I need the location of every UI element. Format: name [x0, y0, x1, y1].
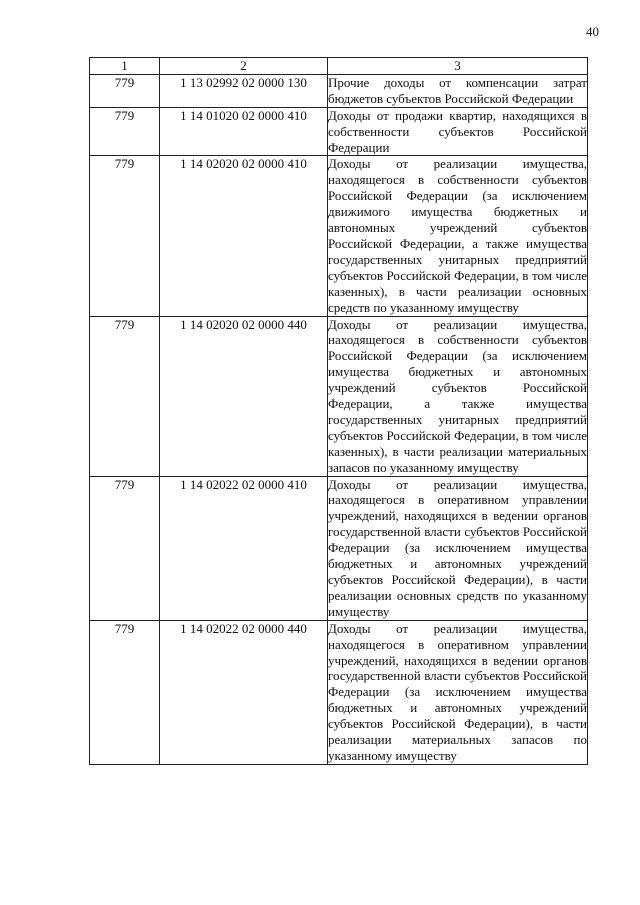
admin-code-cell: 779: [90, 476, 160, 620]
budget-code-cell: 1 13 02992 02 0000 130: [160, 74, 328, 107]
revenue-codes-table: [89, 57, 588, 765]
revenue-name-cell: Доходы от реализации имущества, находящегося в собственности субъектов Российской Федерации (за исключением имущества бюджетных и автономных учреждений субъектов Российской Федерации, а также имущества государственных унитарных предприятий субъектов Российской Федерации, в том числе казенных), в части реализации материальных запасов по указанному имуществу: [328, 316, 587, 475]
revenue-name-cell: Доходы от реализации имущества, находящегося в собственности субъектов Российской Федерации (за исключением движимого имущества бюджетных и автономных учреждений субъектов Российской Федерации, а также имущества государственных унитарных предприятий субъектов Российской Федерации, в том числе казенных), в части реализации основных средств по указанному имуществу: [328, 156, 587, 315]
admin-code-cell: 779: [90, 74, 160, 107]
admin-code-cell: 779: [90, 620, 160, 764]
revenue-name-cell: Прочие доходы от компенсации затрат бюджетов субъектов Российской Федерации: [328, 74, 587, 106]
table-header: [90, 58, 588, 75]
admin-code-cell: 779: [90, 156, 160, 316]
table-row: [90, 476, 588, 620]
revenue-name-cell: Доходы от продажи квартир, находящихся в собственности субъектов Российской Федерации: [328, 107, 587, 155]
table-row: [90, 156, 588, 316]
header-row: [90, 58, 588, 75]
header-col-3: 3: [328, 58, 588, 75]
table-row: [90, 107, 588, 156]
header-col-2: 2: [160, 58, 328, 75]
header-col-1: 1: [90, 58, 160, 75]
table-body: [90, 74, 588, 764]
budget-code-cell: 1 14 02020 02 0000 440: [160, 316, 328, 476]
budget-code-cell: 1 14 01020 02 0000 410: [160, 107, 328, 156]
page-number: 40: [586, 24, 599, 39]
admin-code-cell: 779: [90, 107, 160, 156]
table-row: [90, 316, 588, 476]
budget-code-cell: 1 14 02022 02 0000 410: [160, 476, 328, 620]
table-row: [90, 620, 588, 764]
table-row: [90, 74, 588, 107]
revenue-name-cell: Доходы от реализации имущества, находящегося в оперативном управлении учреждений, находящихся в ведении органов государственной власти субъектов Российской Федерации (за исключением имущества бюджетных и автономных учреждений субъектов Российской Федерации), в части реализации материальных запасов по указанному имуществу: [328, 620, 587, 763]
budget-code-cell: 1 14 02020 02 0000 410: [160, 156, 328, 316]
admin-code-cell: 779: [90, 316, 160, 476]
revenue-name-cell: Доходы от реализации имущества, находящегося в оперативном управлении учреждений, находящихся в ведении органов государственной власти субъектов Российской Федерации (за исключением имущества бюджетных и автономных учреждений субъектов Российской Федерации), в части реализации основных средств по указанному имуществу: [328, 476, 587, 619]
budget-code-cell: 1 14 02022 02 0000 440: [160, 620, 328, 764]
